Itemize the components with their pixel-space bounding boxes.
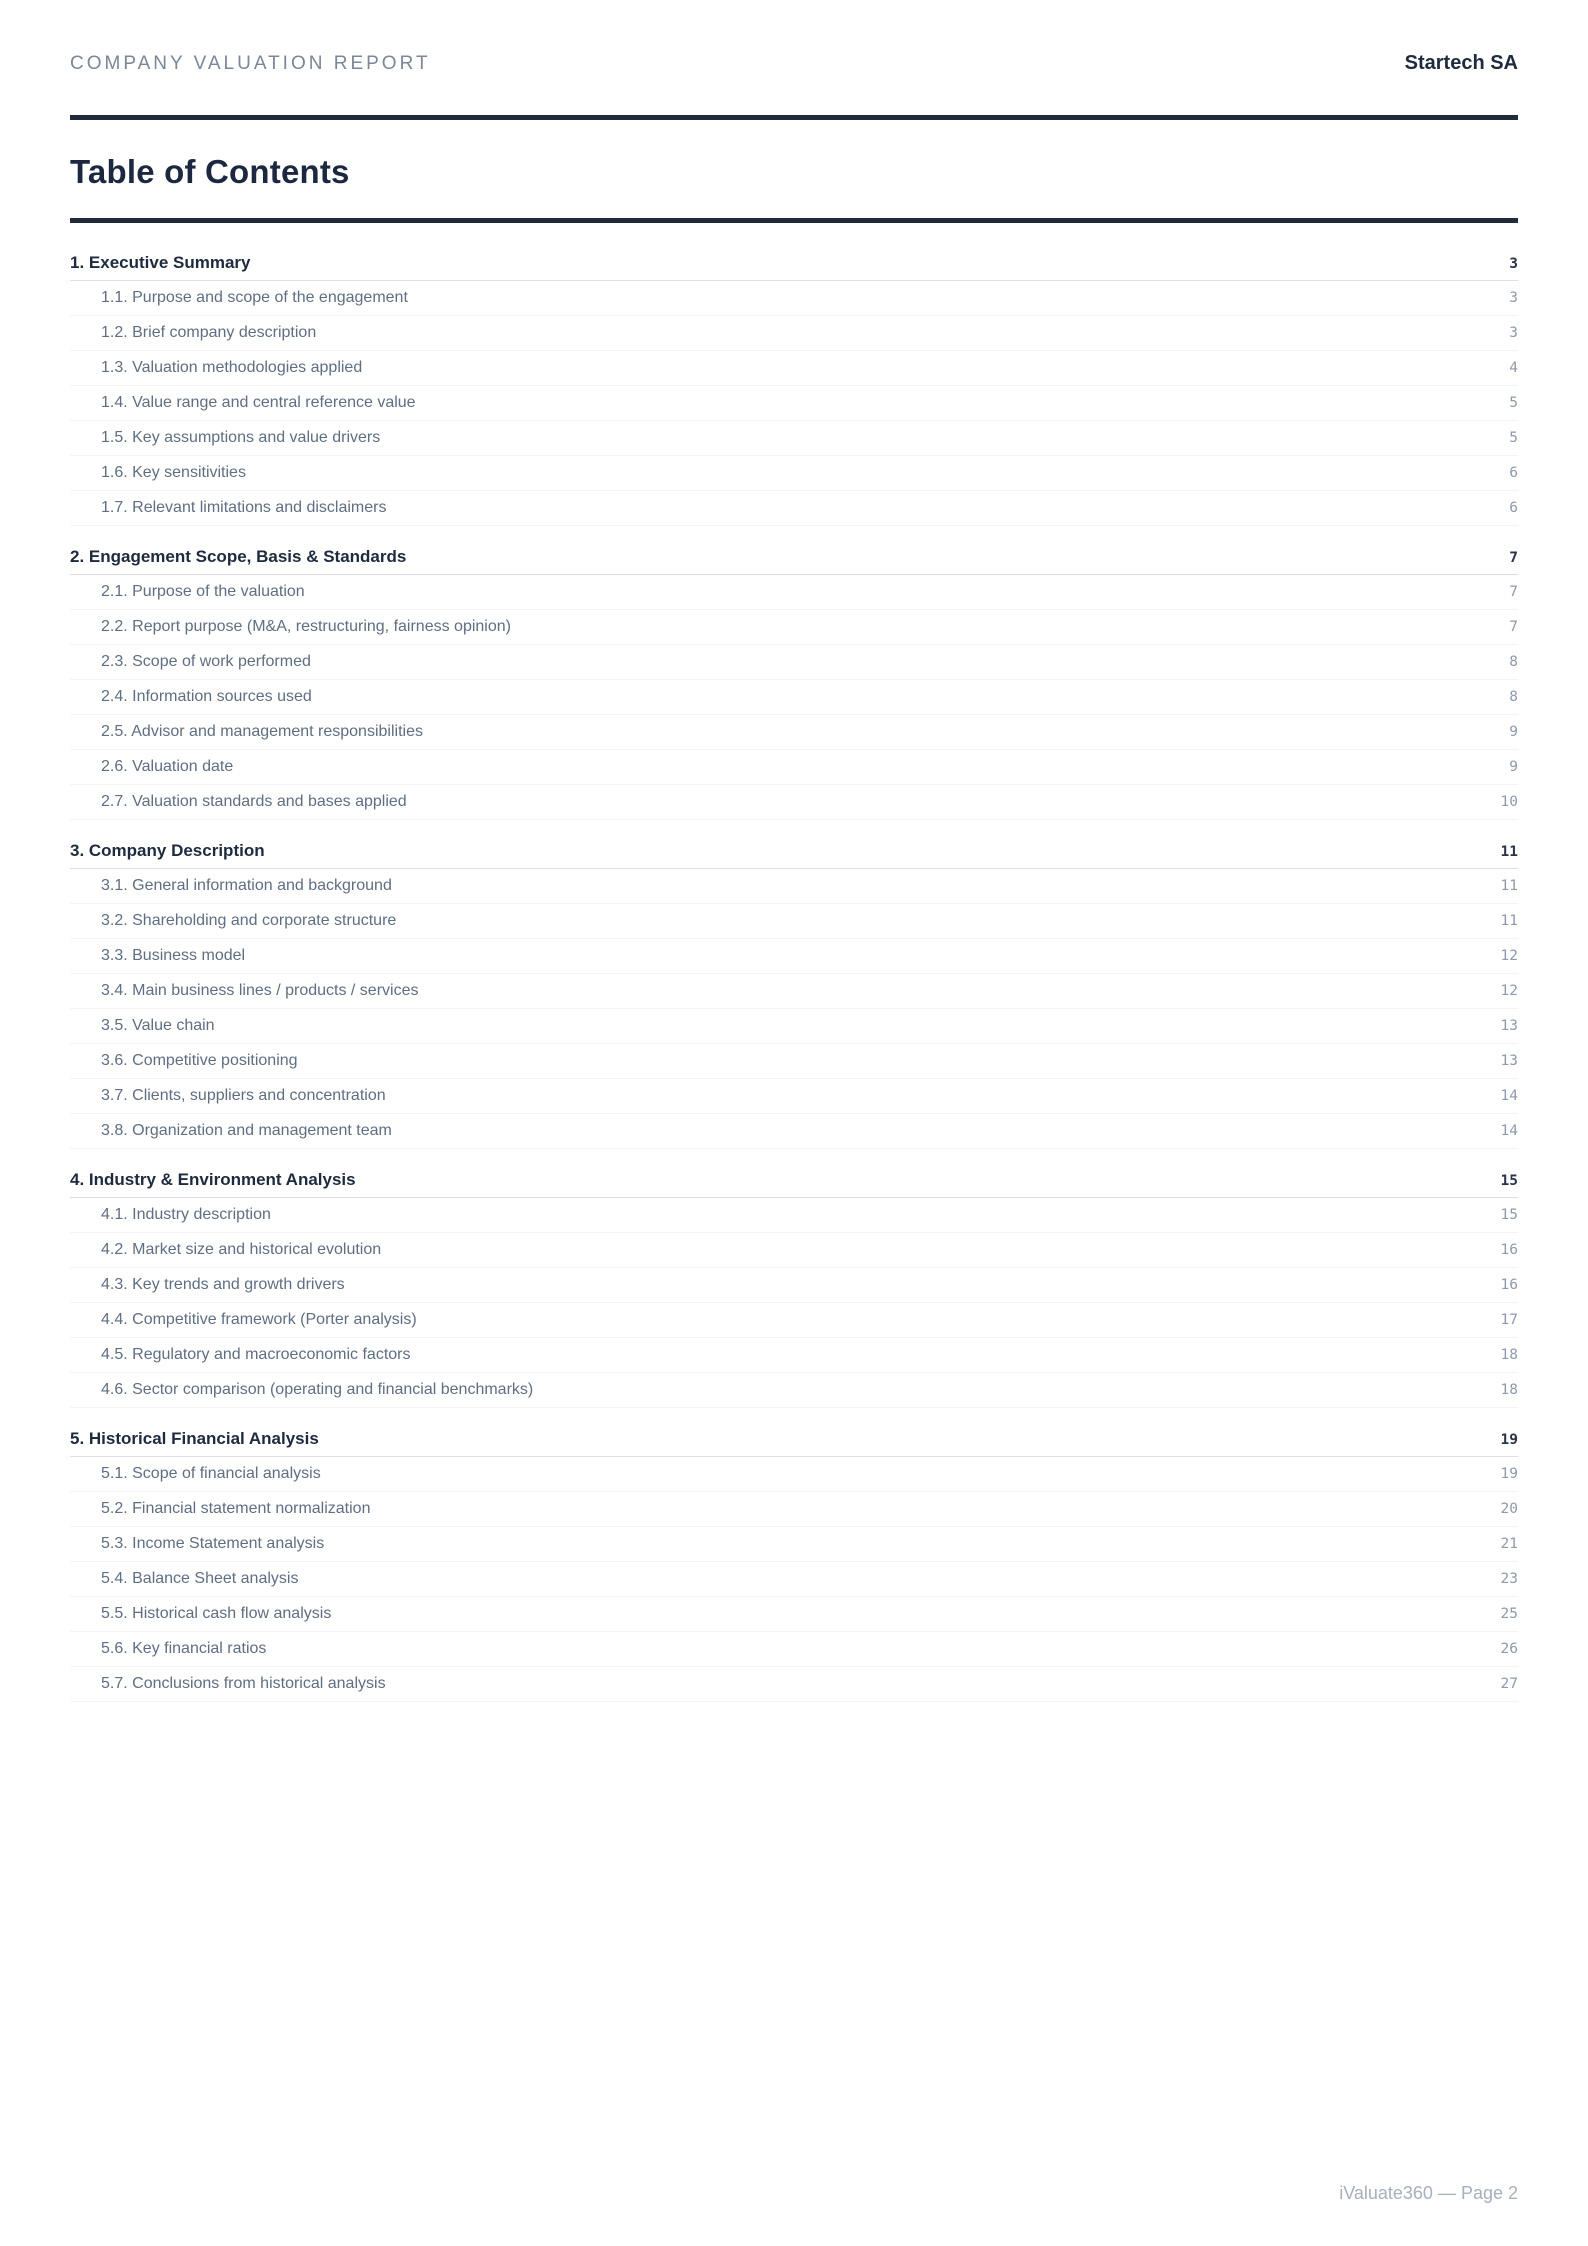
header-divider [70,115,1518,120]
toc-item-page-number: 5 [1509,430,1518,446]
toc-item-label: 2.2. Report purpose (M&A, restructuring, fairness opinion) [101,618,511,635]
toc-item-entry[interactable] [70,421,1518,456]
toc-item-entry[interactable] [70,1079,1518,1114]
toc-item-label: 4.5. Regulatory and macroeconomic factors [101,1346,411,1363]
toc-item-label: 2.5. Advisor and management responsibilities [101,723,423,740]
footer-page-indicator: iValuate360 — Page 2 [1339,2183,1518,2203]
toc-section-label: 2. Engagement Scope, Basis & Standards [70,547,407,566]
company-name: Startech SA [1404,52,1518,74]
toc-item-label: 3.1. General information and background [101,877,392,894]
toc-item-page-number: 9 [1509,759,1518,775]
toc-item-entry[interactable] [70,575,1518,610]
toc-item-page-number: 4 [1509,360,1518,376]
toc-section-page-number: 15 [1500,1173,1518,1189]
toc-item-label: 1.2. Brief company description [101,324,317,341]
toc-item-label: 3.4. Main business lines / products / services [101,982,419,999]
toc-item-label: 2.1. Purpose of the valuation [101,583,305,600]
toc-item-entry[interactable] [70,1562,1518,1597]
toc-item-label: 1.1. Purpose and scope of the engagement [101,289,408,306]
toc-item-page-number: 16 [1500,1242,1518,1258]
toc-item-entry[interactable] [70,974,1518,1009]
toc-section-label: 1. Executive Summary [70,253,251,272]
toc-section-page-number: 11 [1500,844,1518,860]
toc-item-page-number: 8 [1509,654,1518,670]
toc-item-entry[interactable] [70,1373,1518,1408]
toc-item-entry[interactable] [70,1492,1518,1527]
toc-item-label: 2.6. Valuation date [101,758,234,775]
toc-item-label: 3.6. Competitive positioning [101,1052,298,1069]
toc-item-entry[interactable] [70,1338,1518,1373]
toc-item-entry[interactable] [70,1303,1518,1338]
toc-item-label: 4.2. Market size and historical evolution [101,1241,382,1258]
toc-item-entry[interactable] [70,939,1518,974]
toc-item-label: 4.1. Industry description [101,1206,271,1223]
toc-item-entry[interactable] [70,281,1518,316]
toc-item-label: 4.3. Key trends and growth drivers [101,1276,345,1293]
toc-item-entry[interactable] [70,785,1518,820]
page-title: Table of Contents [70,153,350,190]
toc-section-page-number: 7 [1509,550,1518,566]
toc-item-page-number: 20 [1500,1501,1518,1517]
toc-item-entry[interactable] [70,715,1518,750]
toc-item-entry[interactable] [70,904,1518,939]
toc-item-entry[interactable] [70,1457,1518,1492]
toc-item-page-number: 6 [1509,500,1518,516]
toc-item-page-number: 16 [1500,1277,1518,1293]
toc-item-page-number: 27 [1500,1676,1518,1692]
toc-item-page-number: 11 [1500,878,1518,894]
toc-item-page-number: 7 [1509,584,1518,600]
toc-item-page-number: 5 [1509,395,1518,411]
toc-section-label: 3. Company Description [70,841,265,860]
toc-item-entry[interactable] [70,869,1518,904]
toc-section-entry[interactable] [70,820,1518,869]
toc-item-page-number: 12 [1500,983,1518,999]
toc-item-entry[interactable] [70,316,1518,351]
toc-item-page-number: 19 [1500,1466,1518,1482]
toc-item-label: 4.6. Sector comparison (operating and financial benchmarks) [101,1381,534,1398]
toc-section-label: 4. Industry & Environment Analysis [70,1170,356,1189]
toc-item-label: 5.4. Balance Sheet analysis [101,1570,299,1587]
toc-item-entry[interactable] [70,1667,1518,1702]
toc-item-page-number: 18 [1500,1347,1518,1363]
toc-item-page-number: 21 [1500,1536,1518,1552]
toc-item-entry[interactable] [70,491,1518,526]
toc-item-page-number: 13 [1500,1053,1518,1069]
toc-item-label: 5.3. Income Statement analysis [101,1535,325,1552]
toc-item-label: 4.4. Competitive framework (Porter analysis) [101,1311,417,1328]
report-type-label: COMPANY VALUATION REPORT [70,53,431,74]
toc-item-label: 1.4. Value range and central reference value [101,394,416,411]
toc-item-entry[interactable] [70,750,1518,785]
toc-item-page-number: 17 [1500,1312,1518,1328]
document-header [70,0,1518,75]
toc-item-entry[interactable] [70,610,1518,645]
toc-item-page-number: 25 [1500,1606,1518,1622]
toc-item-page-number: 11 [1500,913,1518,929]
toc-item-label: 2.4. Information sources used [101,688,312,705]
toc-item-label: 5.7. Conclusions from historical analysis [101,1675,386,1692]
toc-item-entry[interactable] [70,1268,1518,1303]
toc-item-label: 5.5. Historical cash flow analysis [101,1605,332,1622]
toc-item-label: 3.5. Value chain [101,1017,215,1034]
toc-section-entry[interactable] [70,1149,1518,1198]
toc-item-page-number: 13 [1500,1018,1518,1034]
toc-item-label: 5.1. Scope of financial analysis [101,1465,321,1482]
toc-item-label: 1.6. Key sensitivities [101,464,246,481]
toc-item-page-number: 10 [1500,794,1518,810]
toc-item-label: 3.3. Business model [101,947,246,964]
toc-item-entry[interactable] [70,351,1518,386]
toc-item-page-number: 7 [1509,619,1518,635]
toc-section-entry[interactable] [70,1408,1518,1457]
toc-item-label: 3.8. Organization and management team [101,1122,392,1139]
toc-item-entry[interactable] [70,1632,1518,1667]
toc-item-label: 3.7. Clients, suppliers and concentration [101,1087,386,1104]
toc-section-page-number: 3 [1509,256,1518,272]
toc-item-entry[interactable] [70,680,1518,715]
toc-section-label: 5. Historical Financial Analysis [70,1429,319,1448]
toc-item-label: 2.3. Scope of work performed [101,653,311,670]
toc-item-page-number: 14 [1500,1088,1518,1104]
toc-section-page-number: 19 [1500,1432,1518,1448]
toc-item-entry[interactable] [70,1044,1518,1079]
toc-item-label: 1.5. Key assumptions and value drivers [101,429,381,446]
toc-item-label: 1.3. Valuation methodologies applied [101,359,363,376]
toc-item-page-number: 3 [1509,290,1518,306]
toc-item-entry[interactable] [70,1198,1518,1233]
toc-item-label: 2.7. Valuation standards and bases applied [101,793,407,810]
toc-item-page-number: 14 [1500,1123,1518,1139]
toc-item-entry[interactable] [70,456,1518,491]
table-of-contents [70,223,1518,1702]
toc-section-entry[interactable] [70,223,1518,281]
toc-item-page-number: 9 [1509,724,1518,740]
toc-item-label: 1.7. Relevant limitations and disclaimers [101,499,387,516]
toc-item-entry[interactable] [70,1527,1518,1562]
toc-item-entry[interactable] [70,386,1518,421]
toc-item-page-number: 18 [1500,1382,1518,1398]
toc-section-entry[interactable] [70,526,1518,575]
toc-item-entry[interactable] [70,645,1518,680]
toc-item-page-number: 3 [1509,325,1518,341]
toc-item-entry[interactable] [70,1114,1518,1149]
toc-item-page-number: 6 [1509,465,1518,481]
toc-item-entry[interactable] [70,1009,1518,1044]
toc-item-entry[interactable] [70,1597,1518,1632]
toc-item-label: 5.2. Financial statement normalization [101,1500,371,1517]
toc-item-page-number: 12 [1500,948,1518,964]
toc-item-page-number: 15 [1500,1207,1518,1223]
toc-item-label: 3.2. Shareholding and corporate structure [101,912,397,929]
toc-item-page-number: 23 [1500,1571,1518,1587]
toc-item-label: 5.6. Key financial ratios [101,1640,267,1657]
toc-item-page-number: 26 [1500,1641,1518,1657]
toc-item-page-number: 8 [1509,689,1518,705]
toc-item-entry[interactable] [70,1233,1518,1268]
